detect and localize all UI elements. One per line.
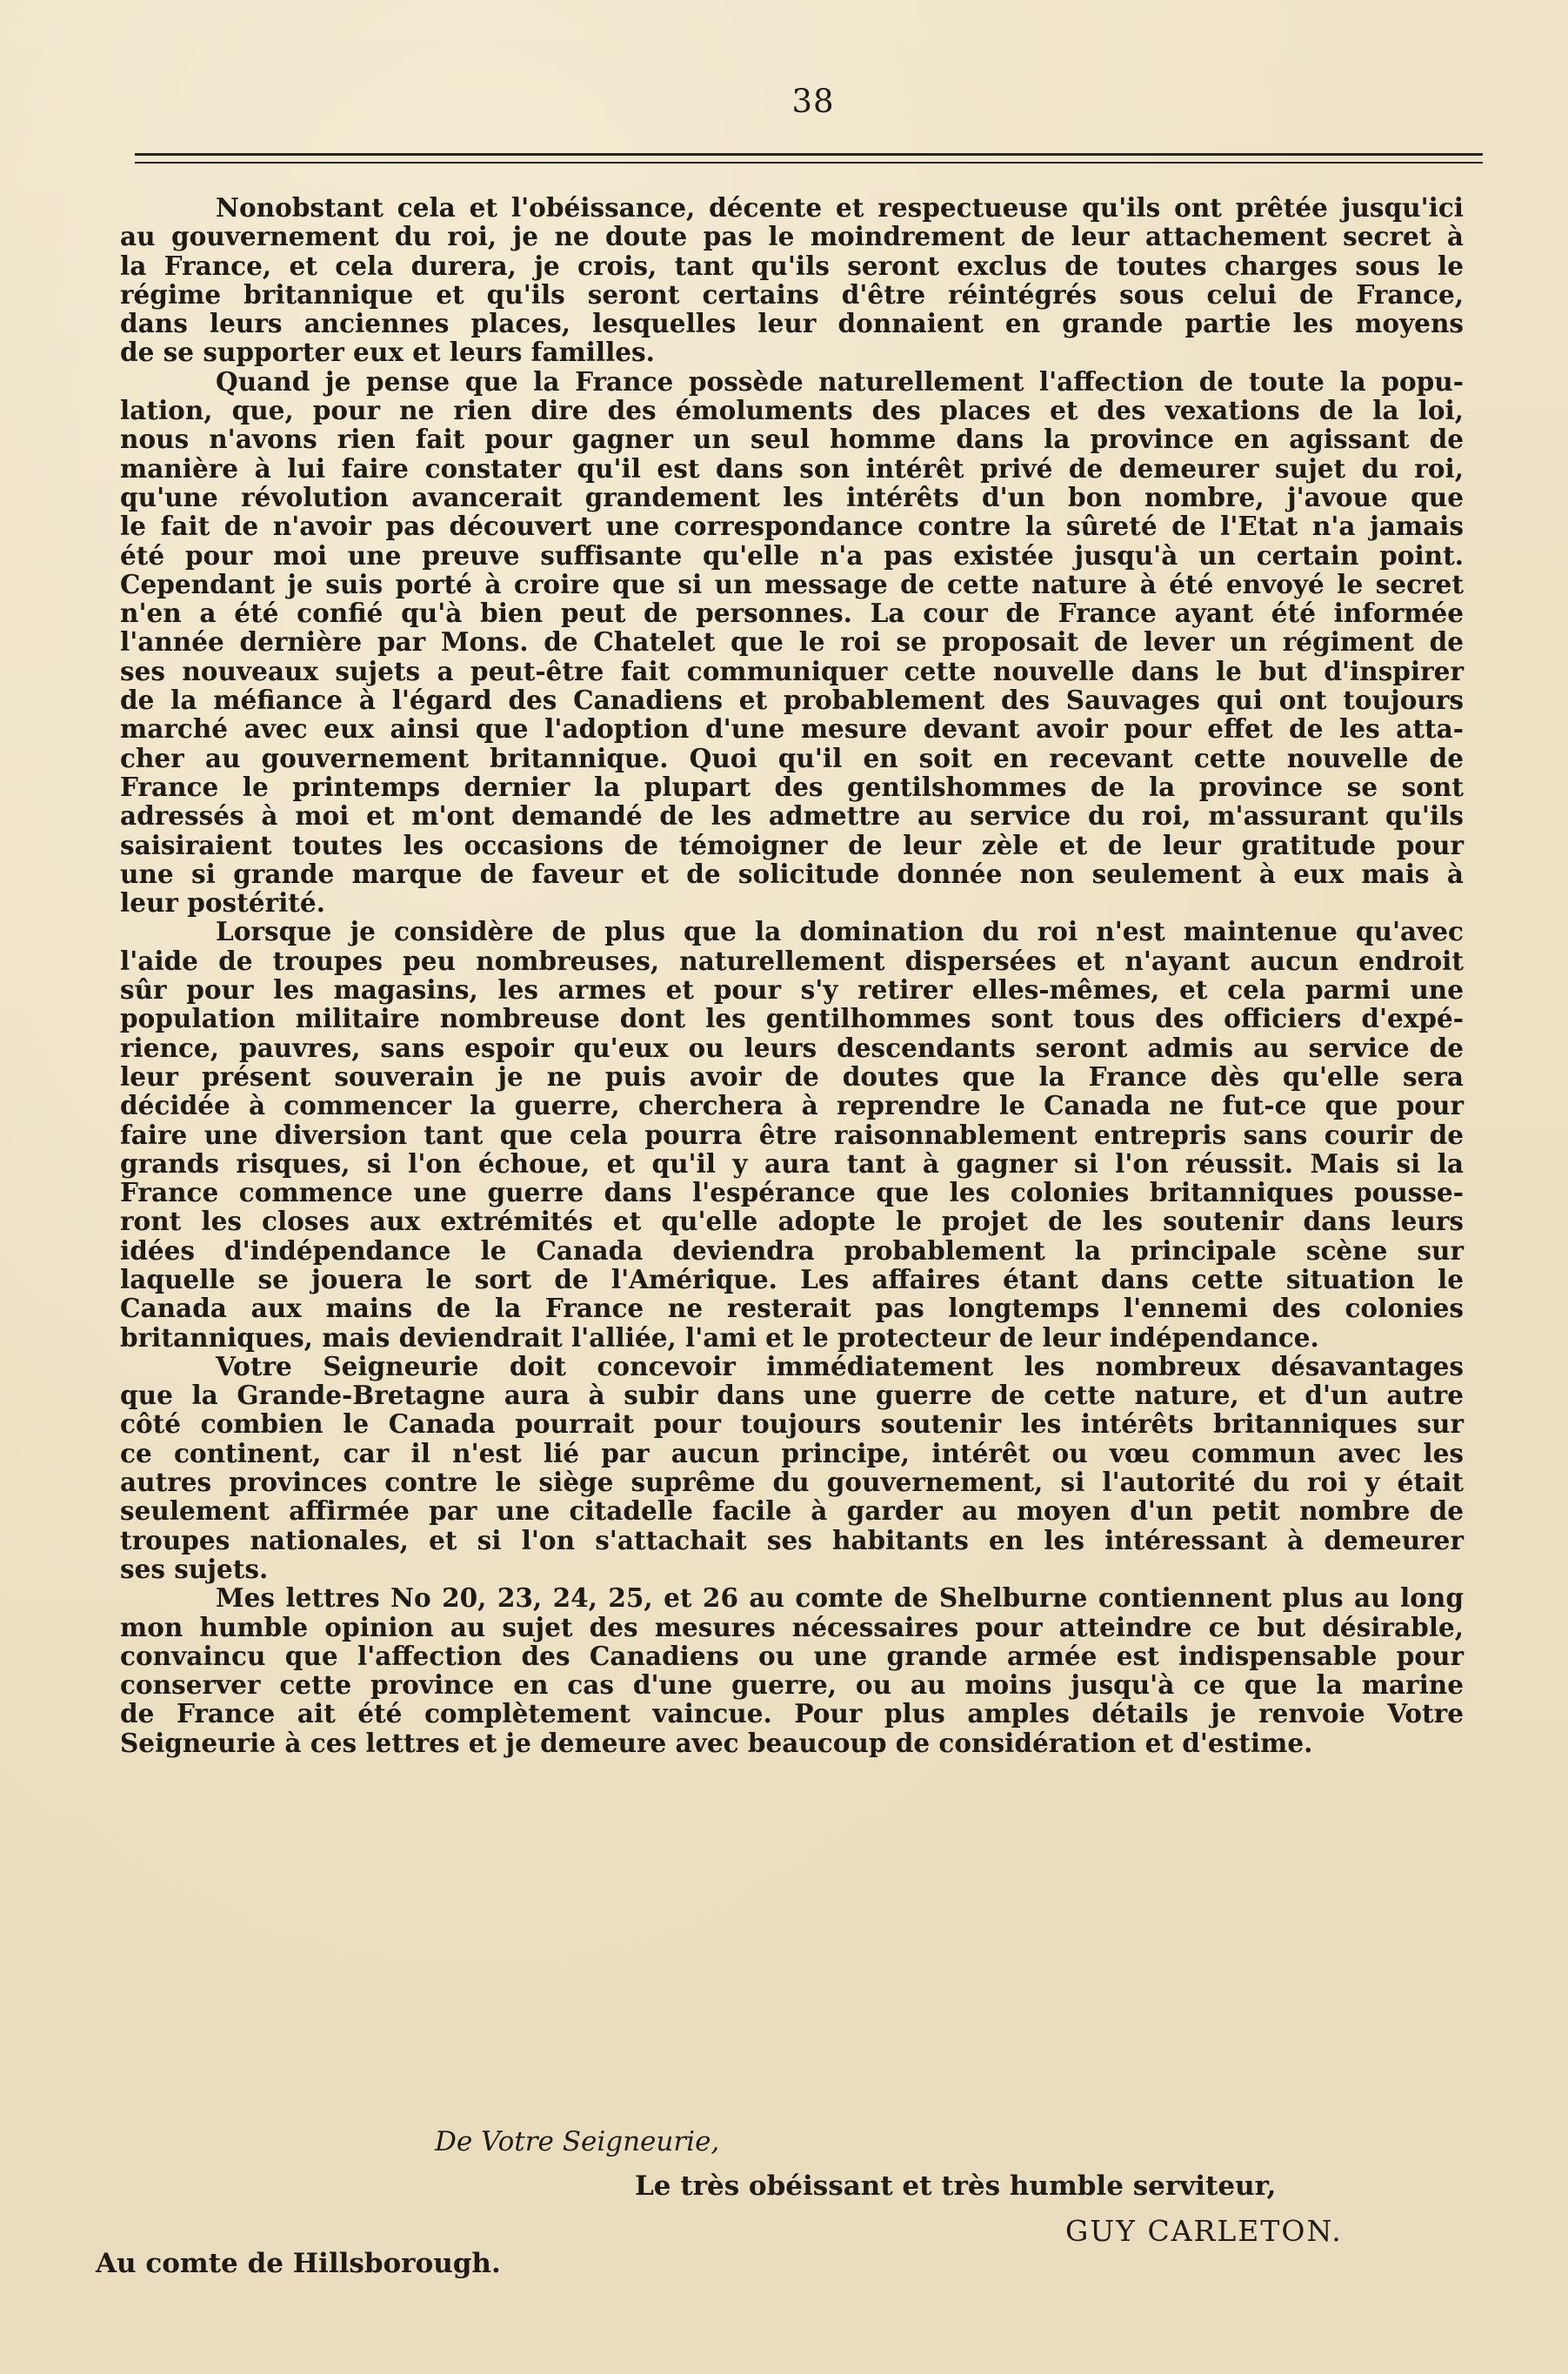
text-line: leur postérité. <box>120 887 325 919</box>
text-line: décidée à commencer la guerre, cherchera à reprendre le Canada ne fut-ce que pour <box>120 1090 1464 1121</box>
header-rule-thick <box>135 153 1483 156</box>
text-line: manière à lui faire constater qu'il est dans son intérêt privé de demeurer sujet du roi, <box>120 452 1464 484</box>
text-line: faire une diversion tant que cela pourra être raisonnablement entrepris sans courir de <box>120 1119 1464 1150</box>
text-line: régime britannique et qu'ils seront certains d'être réintégrés sous celui de France, <box>120 278 1464 310</box>
text-line: conserver cette province en cas d'une guerre, ou au moins jusqu'à ce que la marine <box>120 1669 1464 1701</box>
closing-salutation: De Votre Seigneurie, <box>435 2126 720 2157</box>
text-line: l'aide de troupes peu nombreuses, naturellement dispersées et n'ayant aucun endroit <box>120 945 1464 976</box>
text-line: de France ait été complètement vaincue. Pour plus amples détails je renvoie Votre <box>120 1698 1464 1729</box>
text-line: Seigneurie à ces lettres et je demeure avec beaucoup de considération et d'estime. <box>120 1727 1313 1758</box>
text-line: britanniques, mais deviendrait l'alliée, l'ami et le protecteur de leur indépendance. <box>120 1321 1319 1353</box>
text-line: ses sujets. <box>120 1553 269 1584</box>
text-line: grands risques, si l'on échoue, et qu'il y aura tant à gagner si l'on réussit. Mais si la <box>120 1147 1464 1179</box>
text-line: Votre Seigneurie doit concevoir immédiatement les nombreux désavantages <box>216 1350 1464 1381</box>
paragraph <box>120 1352 1464 1583</box>
text-line: Mes lettres No 20, 23, 24, 25, et 26 au comte de Shelburne contiennent plus au long <box>216 1582 1464 1614</box>
text-line: que la Grande-Bretagne aura à subir dans une guerre de cette nature, et d'un autre <box>120 1380 1464 1411</box>
paragraph <box>120 1583 1464 1757</box>
text-line: ses nouveaux sujets a peut-être fait communiquer cette nouvelle dans le but d'inspirer <box>120 655 1464 686</box>
text-line: population militaire nombreuse dont les gentilhommes sont tous des officiers d'expé- <box>120 1003 1464 1034</box>
text-line: une si grande marque de faveur et de solicitude donnée non seulement à eux mais à <box>120 858 1464 889</box>
text-line: été pour moi une preuve suffisante qu'elle n'a pas existée jusqu'à un certain point. <box>120 539 1464 571</box>
paragraph <box>120 917 1464 1351</box>
text-line: ront les closes aux extrémités et qu'elle adopte le projet de les soutenir dans leurs <box>120 1206 1464 1237</box>
text-line: saisiraient toutes les occasions de témoigner de leur zèle et de leur gratitude pour <box>120 829 1464 860</box>
text-line: rience, pauvres, sans espoir qu'eux ou leurs descendants seront admis au service de <box>120 1032 1464 1063</box>
text-line: ce continent, car il n'est lié par aucun principe, intérêt ou vœu commun avec les <box>120 1437 1464 1468</box>
text-line: idées d'indépendance le Canada deviendra probablement la principale scène sur <box>120 1234 1464 1266</box>
page-number: 38 <box>791 83 835 120</box>
text-line: Cependant je suis porté à croire que si un message de cette nature à été envoyé le secret <box>120 568 1464 599</box>
text-line: Quand je pense que la France possède naturellement l'affection de toute la popu- <box>216 365 1464 397</box>
paragraph <box>120 367 1464 918</box>
text-line: France commence une guerre dans l'espérance que les colonies britanniques pousse- <box>120 1177 1464 1208</box>
signature: GUY CARLETON. <box>1065 2214 1343 2248</box>
text-line: Lorsque je considère de plus que la domination du roi n'est maintenue qu'avec <box>216 916 1464 947</box>
text-line: le fait de n'avoir pas découvert une correspondance contre la sûreté de l'Etat n'a jamais <box>120 511 1464 542</box>
text-line: mon humble opinion au sujet des mesures nécessaires pour atteindre ce but désirable, <box>120 1611 1464 1642</box>
text-line: adressés à moi et m'ont demandé de les admettre au service du roi, m'assurant qu'ils <box>120 800 1464 832</box>
text-line: de se supporter eux et leurs familles. <box>120 337 655 368</box>
text-line: troupes nationales, et si l'on s'attachait ses habitants en les intéressant à demeurer <box>120 1524 1464 1555</box>
text-line: lation, que, pour ne rien dire des émoluments des places et des vexations de la loi, <box>120 395 1464 426</box>
text-line: n'en a été confié qu'à bien peut de personnes. La cour de France ayant été informée <box>120 598 1464 629</box>
text-line: dans leurs anciennes places, lesquelles leur donnaient en grande partie les moyens <box>120 308 1464 339</box>
text-line: seulement affirmée par une citadelle facile à garder au moyen d'un petit nombre de <box>120 1495 1464 1527</box>
text-line: nous n'avons rien fait pour gagner un seul homme dans la province en agissant de <box>120 424 1464 455</box>
letter-body <box>120 193 1464 1757</box>
header-rule-thin <box>135 162 1483 164</box>
text-line: convaincu que l'affection des Canadiens ou une grande armée est indispensable pour <box>120 1640 1464 1671</box>
text-line: France le printemps dernier la plupart des gentilshommes de la province se sont <box>120 771 1464 802</box>
text-line: au gouvernement du roi, je ne doute pas le moindrement de leur attachement secret à <box>120 221 1464 252</box>
text-line: Nonobstant cela et l'obéissance, décente et respectueuse qu'ils ont prêtée jusqu'ici <box>216 192 1464 223</box>
text-line: qu'une révolution avancerait grandement les intérêts d'un bon nombre, j'avoue que <box>120 481 1464 512</box>
text-line: leur présent souverain je ne puis avoir de doutes que la France dès qu'elle sera <box>120 1060 1464 1092</box>
text-line: laquelle se jouera le sort de l'Amérique. Les affaires étant dans cette situation le <box>120 1263 1464 1294</box>
text-line: la France, et cela durera, je crois, tant qu'ils seront exclus de toutes charges sous le <box>120 250 1464 281</box>
text-line: cher au gouvernement britannique. Quoi qu'il en soit en recevant cette nouvelle de <box>120 742 1464 773</box>
text-line: l'année dernière par Mons. de Chatelet que le roi se proposait de lever un régiment de <box>120 626 1464 658</box>
text-line: marché avec eux ainsi que l'adoption d'une mesure devant avoir pour effet de les atta- <box>120 713 1464 745</box>
text-line: sûr pour les magasins, les armes et pour s'y retirer elles-mêmes, et cela parmi une <box>120 974 1464 1006</box>
text-line: côté combien le Canada pourrait pour toujours soutenir les intérêts britanniques sur <box>120 1408 1464 1440</box>
paragraph <box>120 193 1464 367</box>
closing-servant-line: Le très obéissant et très humble serviteur, <box>635 2170 1277 2202</box>
text-line: Canada aux mains de la France ne resterait pas longtemps l'ennemi des colonies <box>120 1293 1464 1324</box>
text-line: autres provinces contre le siège suprême du gouvernement, si l'autorité du roi y était <box>120 1467 1464 1498</box>
addressee: Au comte de Hillsborough. <box>96 2248 501 2279</box>
text-line: de la méfiance à l'égard des Canadiens et probablement des Sauvages qui ont toujours <box>120 685 1464 716</box>
